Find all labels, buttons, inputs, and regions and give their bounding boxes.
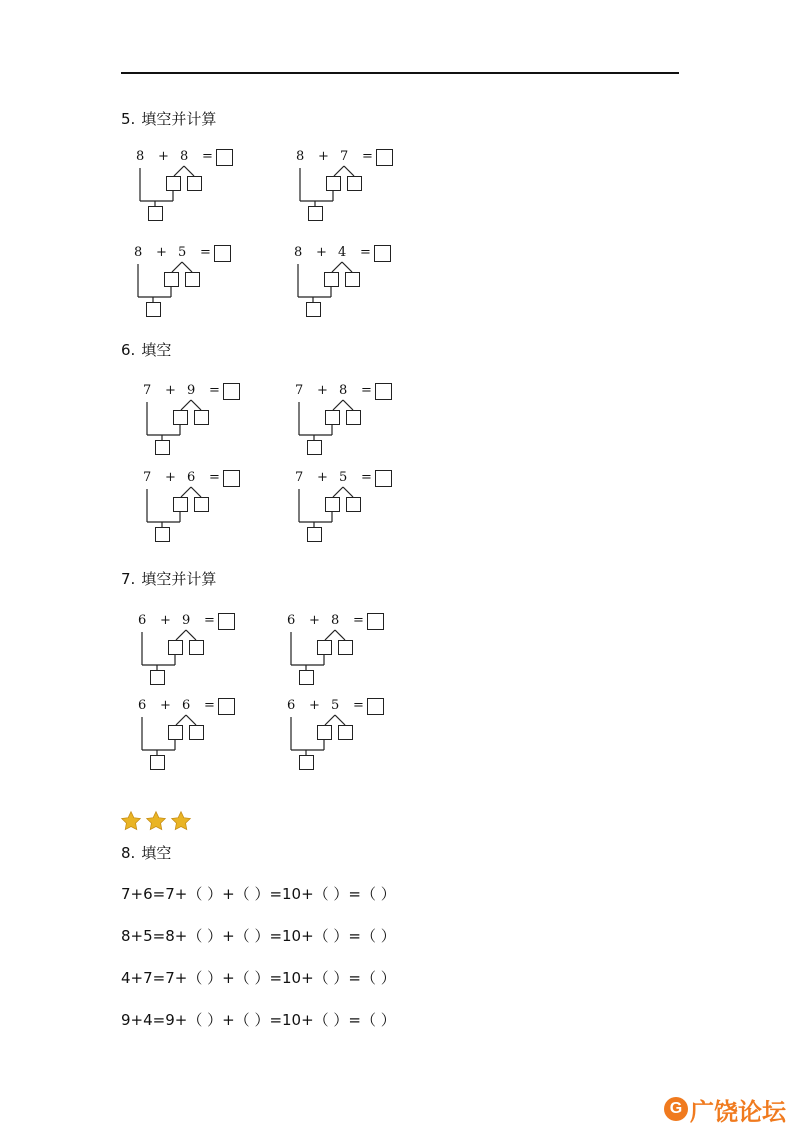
plus-sign: + — [317, 470, 328, 485]
star-icon — [170, 810, 192, 832]
plus-sign: + — [160, 613, 171, 628]
addend-b: 9 — [187, 383, 196, 398]
decomposition-problem — [136, 150, 246, 230]
addend-a: 8 — [294, 245, 303, 260]
addend-a: 6 — [287, 698, 296, 713]
section-title: 填空 — [141, 341, 172, 359]
plus-sign: + — [156, 245, 167, 260]
addend-b: 5 — [178, 245, 187, 260]
equals-sign: = — [200, 245, 211, 260]
addend-b: 7 — [340, 149, 349, 164]
plus-sign: + — [160, 698, 171, 713]
addend-b: 5 — [331, 698, 340, 713]
equation-line: 9+4=9+（ ）+（ ）=10+（ ）=（ ） — [121, 1011, 396, 1029]
branch-left-line — [333, 487, 343, 497]
decomposition-problem — [138, 614, 248, 694]
branch-right-line — [182, 262, 192, 272]
branch-right-line — [335, 630, 345, 640]
connector-lines — [295, 471, 395, 551]
branch-left-line — [181, 487, 191, 497]
equals-sign: = — [209, 383, 220, 398]
branch-right-line — [191, 400, 201, 410]
addend-b: 6 — [182, 698, 191, 713]
addend-a: 8 — [136, 149, 145, 164]
header-rule — [121, 72, 679, 74]
star-icon — [145, 810, 167, 832]
branch-left-line — [172, 262, 182, 272]
connector-lines — [136, 150, 236, 230]
addend-b: 5 — [339, 470, 348, 485]
section-7-heading — [121, 570, 216, 588]
watermark-text: 广饶论坛 — [690, 1097, 786, 1126]
equals-sign: = — [361, 470, 372, 485]
addend-b: 4 — [338, 245, 347, 260]
logo-mark-icon: G — [664, 1097, 688, 1121]
branch-left-line — [174, 166, 184, 176]
connector-lines — [287, 699, 387, 779]
addend-a: 7 — [143, 383, 152, 398]
connector-lines — [138, 614, 238, 694]
branch-right-line — [184, 166, 194, 176]
equals-sign: = — [362, 149, 373, 164]
equals-sign: = — [361, 383, 372, 398]
branch-left-line — [176, 630, 186, 640]
addend-b: 8 — [180, 149, 189, 164]
equals-sign: = — [204, 613, 215, 628]
connector-lines — [134, 246, 234, 326]
branch-left-line — [325, 630, 335, 640]
addend-b: 8 — [331, 613, 340, 628]
decomposition-problem — [143, 384, 253, 464]
branch-left-line — [176, 715, 186, 725]
branch-right-line — [186, 715, 196, 725]
connector-lines — [295, 384, 395, 464]
plus-sign: + — [165, 470, 176, 485]
addend-a: 8 — [134, 245, 143, 260]
branch-right-line — [335, 715, 345, 725]
decomposition-problem — [294, 246, 404, 326]
section-title: 填空并计算 — [141, 570, 217, 588]
branch-right-line — [343, 400, 353, 410]
section-6-heading — [121, 341, 171, 359]
decomposition-problem — [138, 699, 248, 779]
branch-left-line — [334, 166, 344, 176]
branch-right-line — [342, 262, 352, 272]
equals-sign: = — [202, 149, 213, 164]
star-icon — [120, 810, 142, 832]
plus-sign: + — [309, 613, 320, 628]
equals-sign: = — [209, 470, 220, 485]
decomposition-problem — [295, 384, 405, 464]
branch-right-line — [191, 487, 201, 497]
branch-left-line — [181, 400, 191, 410]
plus-sign: + — [309, 698, 320, 713]
section-5-heading — [121, 110, 216, 128]
branch-left-line — [333, 400, 343, 410]
connector-lines — [143, 471, 243, 551]
connector-lines — [287, 614, 387, 694]
branch-left-line — [332, 262, 342, 272]
section-number: 5. — [121, 110, 136, 128]
branch-left-line — [325, 715, 335, 725]
addend-b: 9 — [182, 613, 191, 628]
branch-right-line — [186, 630, 196, 640]
branch-right-line — [343, 487, 353, 497]
equals-sign: = — [353, 698, 364, 713]
decomposition-problem — [134, 246, 244, 326]
connector-lines — [296, 150, 396, 230]
equation-line: 8+5=8+（ ）+（ ）=10+（ ）=（ ） — [121, 927, 396, 945]
addend-a: 7 — [295, 470, 304, 485]
addend-a: 6 — [138, 613, 147, 628]
section-number: 8. — [121, 844, 136, 862]
section-title: 填空 — [141, 844, 172, 862]
decomposition-problem — [295, 471, 405, 551]
equals-sign: = — [353, 613, 364, 628]
plus-sign: + — [317, 383, 328, 398]
addend-a: 6 — [287, 613, 296, 628]
equation-line: 4+7=7+（ ）+（ ）=10+（ ）=（ ） — [121, 969, 396, 987]
difficulty-stars — [120, 810, 195, 832]
decomposition-problem — [143, 471, 253, 551]
plus-sign: + — [316, 245, 327, 260]
plus-sign: + — [158, 149, 169, 164]
decomposition-problem — [287, 699, 397, 779]
equals-sign: = — [204, 698, 215, 713]
equation-line: 7+6=7+（ ）+（ ）=10+（ ）=（ ） — [121, 885, 396, 903]
connector-lines — [138, 699, 238, 779]
plus-sign: + — [165, 383, 176, 398]
connector-lines — [294, 246, 394, 326]
addend-a: 7 — [295, 383, 304, 398]
plus-sign: + — [318, 149, 329, 164]
section-number: 6. — [121, 341, 136, 359]
addend-b: 6 — [187, 470, 196, 485]
decomposition-problem — [287, 614, 397, 694]
addend-b: 8 — [339, 383, 348, 398]
equals-sign: = — [360, 245, 371, 260]
watermark-logo — [664, 1093, 786, 1125]
decomposition-problem — [296, 150, 406, 230]
addend-a: 7 — [143, 470, 152, 485]
branch-right-line — [344, 166, 354, 176]
connector-lines — [143, 384, 243, 464]
section-number: 7. — [121, 570, 136, 588]
section-title: 填空并计算 — [141, 110, 217, 128]
section-8-heading — [121, 844, 171, 862]
addend-a: 6 — [138, 698, 147, 713]
addend-a: 8 — [296, 149, 305, 164]
